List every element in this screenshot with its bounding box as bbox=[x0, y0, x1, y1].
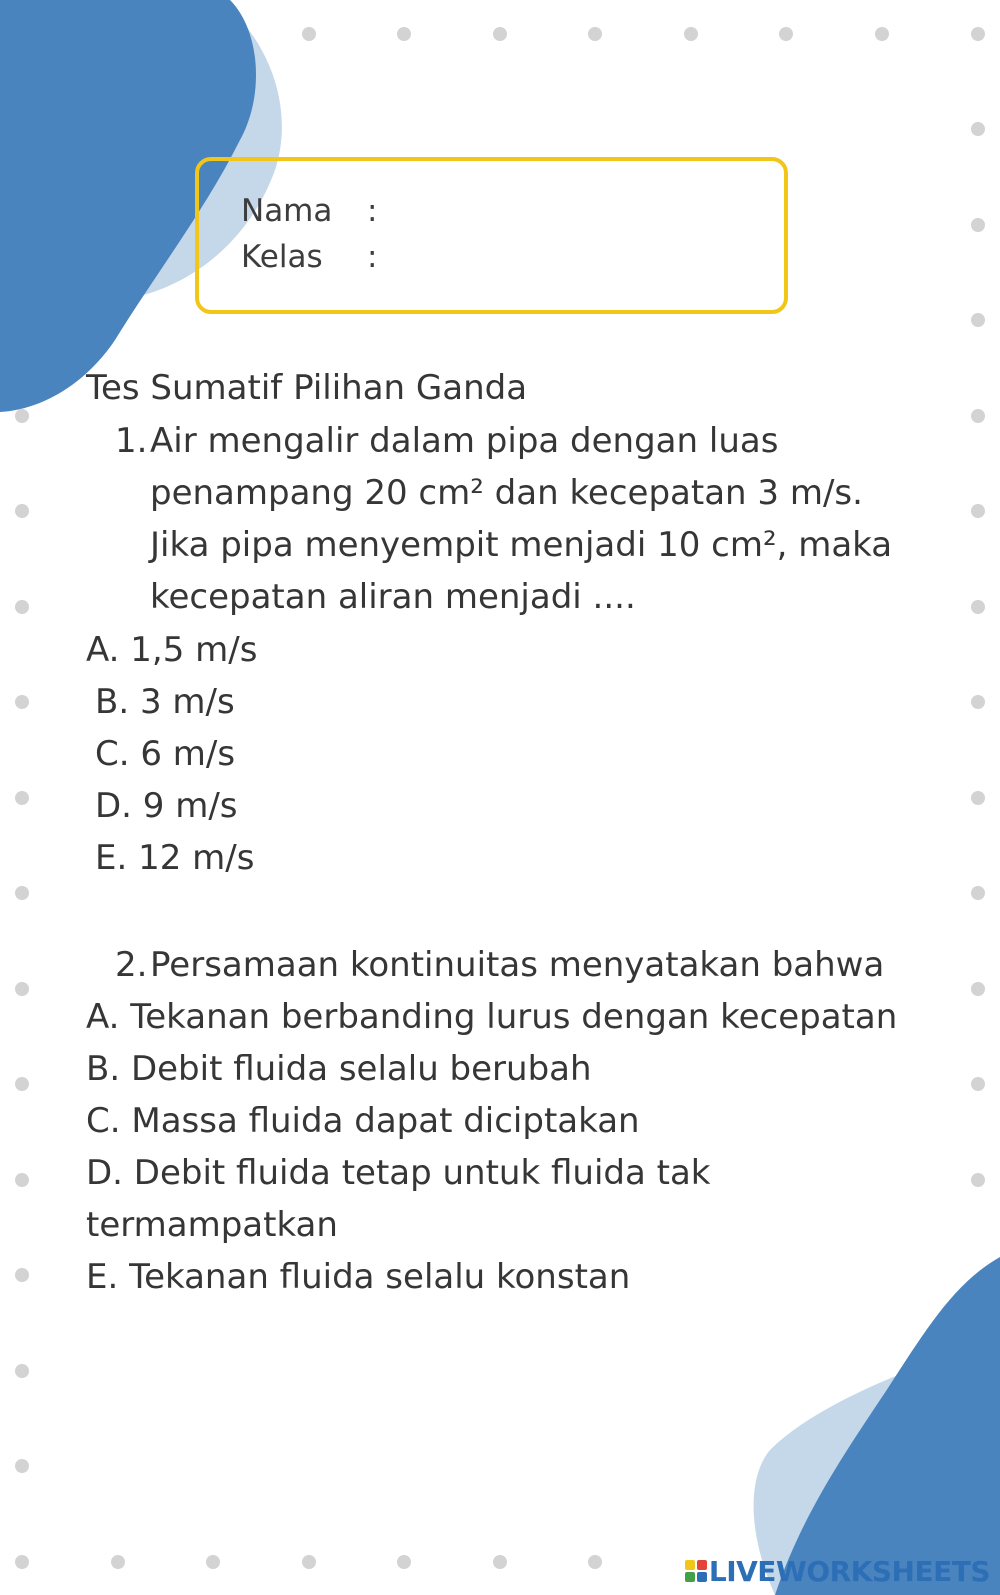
dot bbox=[971, 982, 985, 996]
dot bbox=[15, 1268, 29, 1282]
question-2-number: 2. bbox=[115, 945, 148, 985]
dot bbox=[971, 791, 985, 805]
dot bbox=[15, 504, 29, 518]
question-1-text-line: penampang 20 cm² dan kecepatan 3 m/s. bbox=[150, 473, 863, 513]
name-label: Nama bbox=[241, 193, 333, 229]
question-2-option-e[interactable]: E. Tekanan fluida selalu konstan bbox=[86, 1257, 631, 1297]
dot bbox=[15, 1173, 29, 1187]
question-1-option-b[interactable]: B. 3 m/s bbox=[95, 682, 235, 722]
class-label: Kelas bbox=[241, 239, 323, 275]
dot bbox=[971, 409, 985, 423]
question-1-option-e[interactable]: E. 12 m/s bbox=[95, 838, 255, 878]
question-2-option-d-continued[interactable]: termampatkan bbox=[86, 1205, 338, 1245]
page-title: Tes Sumatif Pilihan Ganda bbox=[86, 368, 528, 408]
question-1-number: 1. bbox=[115, 421, 148, 461]
question-1-text-line: kecepatan aliran menjadi .... bbox=[150, 577, 636, 617]
dot bbox=[493, 27, 507, 41]
dot bbox=[971, 600, 985, 614]
liveworksheets-logo-text: LIVEWORKSHEETS bbox=[708, 1554, 990, 1588]
name-field[interactable] bbox=[241, 193, 377, 229]
dot bbox=[971, 313, 985, 327]
dot bbox=[588, 27, 602, 41]
dot bbox=[397, 27, 411, 41]
dot bbox=[15, 600, 29, 614]
dot bbox=[15, 695, 29, 709]
dot bbox=[302, 27, 316, 41]
question-1-option-c[interactable]: C. 6 m/s bbox=[95, 734, 236, 774]
dot bbox=[15, 791, 29, 805]
dot bbox=[971, 695, 985, 709]
dot bbox=[302, 1555, 316, 1569]
dot bbox=[15, 1555, 29, 1569]
liveworksheets-logo-icon bbox=[685, 1560, 707, 1582]
question-2-option-c[interactable]: C. Massa fluida dapat diciptakan bbox=[86, 1101, 640, 1141]
dot bbox=[971, 1173, 985, 1187]
dot bbox=[971, 504, 985, 518]
question-2-option-b[interactable]: B. Debit fluida selalu berubah bbox=[86, 1049, 592, 1089]
dot bbox=[397, 1555, 411, 1569]
question-2-text-line: Persamaan kontinuitas menyatakan bahwa bbox=[150, 945, 885, 985]
dot bbox=[971, 886, 985, 900]
name-colon: : bbox=[367, 193, 378, 229]
dot bbox=[111, 1555, 125, 1569]
dot bbox=[684, 27, 698, 41]
dot bbox=[206, 1555, 220, 1569]
dot bbox=[15, 1364, 29, 1378]
class-colon: : bbox=[367, 239, 378, 275]
dot bbox=[588, 1555, 602, 1569]
identity-box bbox=[195, 157, 788, 314]
dot bbox=[15, 886, 29, 900]
question-2-option-a[interactable]: A. Tekanan berbanding lurus dengan kecepatan bbox=[86, 997, 898, 1037]
question-1-text-line: Air mengalir dalam pipa dengan luas bbox=[150, 421, 779, 461]
dot bbox=[15, 1459, 29, 1473]
dot bbox=[493, 1555, 507, 1569]
dot bbox=[15, 409, 29, 423]
question-1-option-d[interactable]: D. 9 m/s bbox=[95, 786, 238, 826]
dot bbox=[971, 1077, 985, 1091]
dot bbox=[15, 1077, 29, 1091]
dot bbox=[971, 27, 985, 41]
dot bbox=[779, 27, 793, 41]
dot bbox=[971, 218, 985, 232]
class-field[interactable] bbox=[241, 239, 377, 275]
liveworksheets-logo bbox=[685, 1553, 990, 1589]
dot bbox=[875, 27, 889, 41]
question-1-option-a[interactable]: A. 1,5 m/s bbox=[86, 630, 258, 670]
question-2-option-d[interactable]: D. Debit fluida tetap untuk fluida tak bbox=[86, 1153, 711, 1193]
dot bbox=[971, 122, 985, 136]
question-1-text-line: Jika pipa menyempit menjadi 10 cm², maka bbox=[150, 525, 893, 565]
dot bbox=[15, 982, 29, 996]
